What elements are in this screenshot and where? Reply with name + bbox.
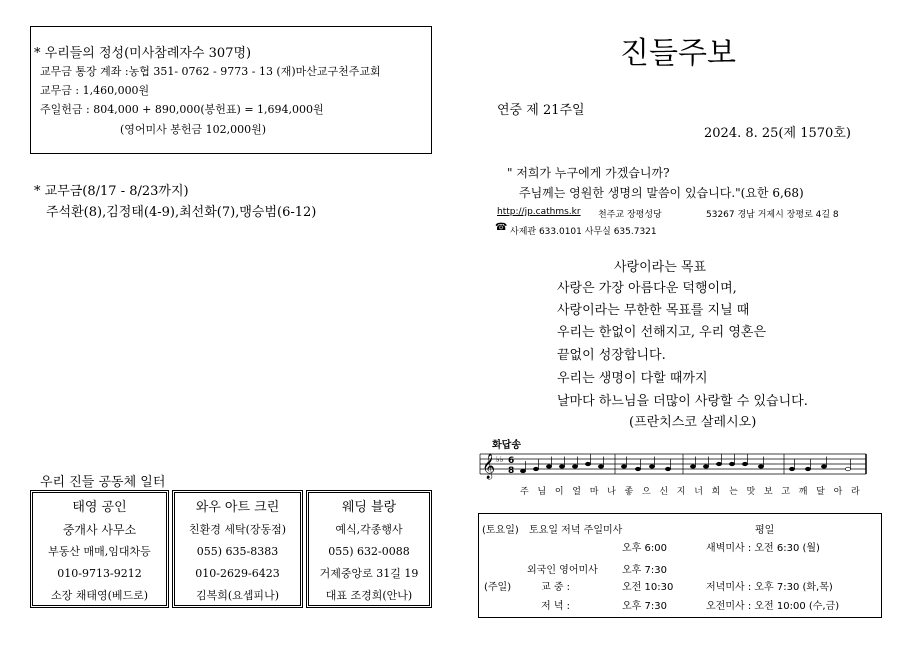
card-line: 055) 632-0088 (328, 545, 410, 558)
lyric-syllable: 맛 (746, 487, 756, 497)
lyric-syllable: 고 (781, 487, 791, 497)
lyric-syllable: 아 (833, 487, 843, 497)
lyric-syllable: 는 (729, 487, 738, 497)
night-mass: 저 녁 : (541, 601, 571, 612)
quote-line-1: " 저희가 누구에게 가겠습니까? (507, 166, 670, 180)
foreign-time: 오후 7:30 (622, 565, 667, 576)
phone-icon: ☎ (495, 222, 508, 233)
offering-tithe: 교무금 : 1,460,000원 (40, 84, 150, 97)
dawn-mass: 새벽미사 : 오전 6:30 (월) (706, 543, 820, 554)
poem-author: (프란치스코 살레시오) (629, 415, 757, 430)
parish-name: 천주교 장평성당 (598, 210, 662, 220)
bulletin-title: 진들주보 (620, 36, 736, 71)
card-line: 010-2629-6423 (195, 567, 280, 580)
community-title: 우리 진들 공동체 일터 (40, 475, 166, 490)
lyric-syllable: 라 (851, 487, 860, 497)
card-line: 태영 공인 (72, 500, 127, 515)
card-line: 예식,각종행사 (335, 523, 403, 536)
sunday-label: (주일) (484, 582, 512, 593)
lyric-syllable: 지 (676, 487, 686, 497)
weekday-label: 평일 (755, 525, 775, 536)
evening-weekday-mass: 저녁미사 : 오후 7:30 (화,목) (706, 582, 833, 593)
card-line: 중개사 사무소 (62, 523, 137, 537)
business-card-2 (172, 490, 303, 608)
bulletin-date: 2024. 8. 25(제 1570호) (704, 126, 851, 141)
offering-english: (영어미사 봉헌금 102,000원) (120, 123, 267, 136)
lyric-syllable: 희 (711, 487, 721, 497)
poem-line: 사랑이라는 무한한 목표를 지닐 때 (557, 303, 750, 318)
parish-address: 53267 경남 거제시 장평로 4길 8 (706, 210, 839, 220)
svg-text:6: 6 (508, 456, 515, 466)
poem-line: 우리는 한없이 선해지고, 우리 영혼은 (557, 325, 767, 340)
card-line: 김복희(요셉피나) (196, 589, 279, 602)
saturday-mass: 토요일 저녁 주일미사 (529, 525, 623, 536)
tithe-title: * 교무금(8/17 - 8/23까지) (34, 184, 189, 199)
music-staff (478, 448, 868, 482)
poem-line: 사랑은 가장 아름다운 덕행이며, (557, 281, 737, 296)
offering-title: * 우리들의 정성(미사참례자수 307명) (34, 46, 252, 61)
saturday-label: (토요일) (482, 525, 519, 536)
card-line: 055) 635-8383 (196, 545, 279, 558)
business-card-1 (30, 490, 169, 608)
svg-text:♭♭: ♭♭ (496, 455, 504, 464)
bulletin-week: 연중 제 21주일 (497, 103, 585, 118)
lyric-syllable: 좋 (624, 487, 634, 497)
svg-text:8: 8 (508, 466, 515, 476)
lyric-syllable: 으 (641, 487, 651, 497)
lyric-syllable: 너 (694, 487, 703, 497)
card-line: 부동산 매매,임대차등 (48, 545, 151, 558)
card-line: 친환경 세탁(장동점) (188, 523, 287, 536)
parish-phones: 사제관 633.0101 사무실 635.7321 (510, 227, 657, 237)
foreign-mass: 외국인 영어미사 (527, 565, 598, 576)
card-line: 웨딩 블랑 (341, 500, 397, 515)
lyric-syllable: 이 (554, 487, 564, 497)
svg-text:𝄞: 𝄞 (482, 454, 496, 479)
lyric-syllable: 님 (537, 487, 547, 497)
parish-url[interactable]: http://jp.cathms.kr (497, 207, 581, 217)
business-card-3 (306, 490, 432, 608)
poem-line: 끝없이 성장합니다. (557, 348, 666, 363)
saturday-time: 오후 6:00 (622, 543, 667, 554)
hymn-label: 화답송 (492, 440, 521, 451)
tithe-names: 주석환(8),김정태(4-9),최선화(7),맹승범(6-12) (46, 205, 317, 220)
poem-title: 사랑이라는 목표 (614, 260, 707, 275)
card-line: 와우 아트 크린 (195, 500, 280, 515)
hymn-lyrics (520, 484, 860, 497)
offering-account: 교무금 통장 계좌 :농협 351- 0762 - 9773 - 13 (재)마산교구천주교회 (40, 65, 381, 78)
lyric-syllable: 달 (816, 487, 825, 497)
offering-sunday: 주일헌금 : 804,000 + 890,000(봉헌표) = 1,694,000원 (40, 103, 324, 116)
lyric-syllable: 깨 (798, 487, 808, 497)
poem-line: 우리는 생명이 다할 때까지 (557, 371, 708, 386)
lyric-syllable: 마 (589, 487, 599, 497)
morning-weekday-mass: 오전미사 : 오전 10:00 (수,금) (706, 601, 840, 612)
lyric-syllable: 보 (763, 487, 773, 497)
card-line: 010-9713-9212 (57, 567, 142, 580)
high-school-time: 오전 10:30 (622, 582, 674, 593)
night-time: 오후 7:30 (622, 601, 667, 612)
poem-line: 날마다 하느님을 더많이 사랑할 수 있습니다. (557, 394, 808, 409)
card-line: 대표 조경희(안나) (325, 589, 413, 602)
card-line: 소장 채태영(베드로) (50, 589, 149, 602)
lyric-syllable: 나 (607, 487, 616, 497)
lyric-syllable: 주 (520, 487, 529, 497)
card-line: 거제중앙로 31길 19 (319, 567, 419, 580)
lyric-syllable: 얼 (572, 487, 581, 497)
quote-line-2: 주님께는 영원한 생명의 말씀이 있습니다."(요한 6,68) (519, 186, 804, 200)
high-school-mass: 교 중 : (541, 582, 571, 593)
lyric-syllable: 신 (659, 487, 669, 497)
